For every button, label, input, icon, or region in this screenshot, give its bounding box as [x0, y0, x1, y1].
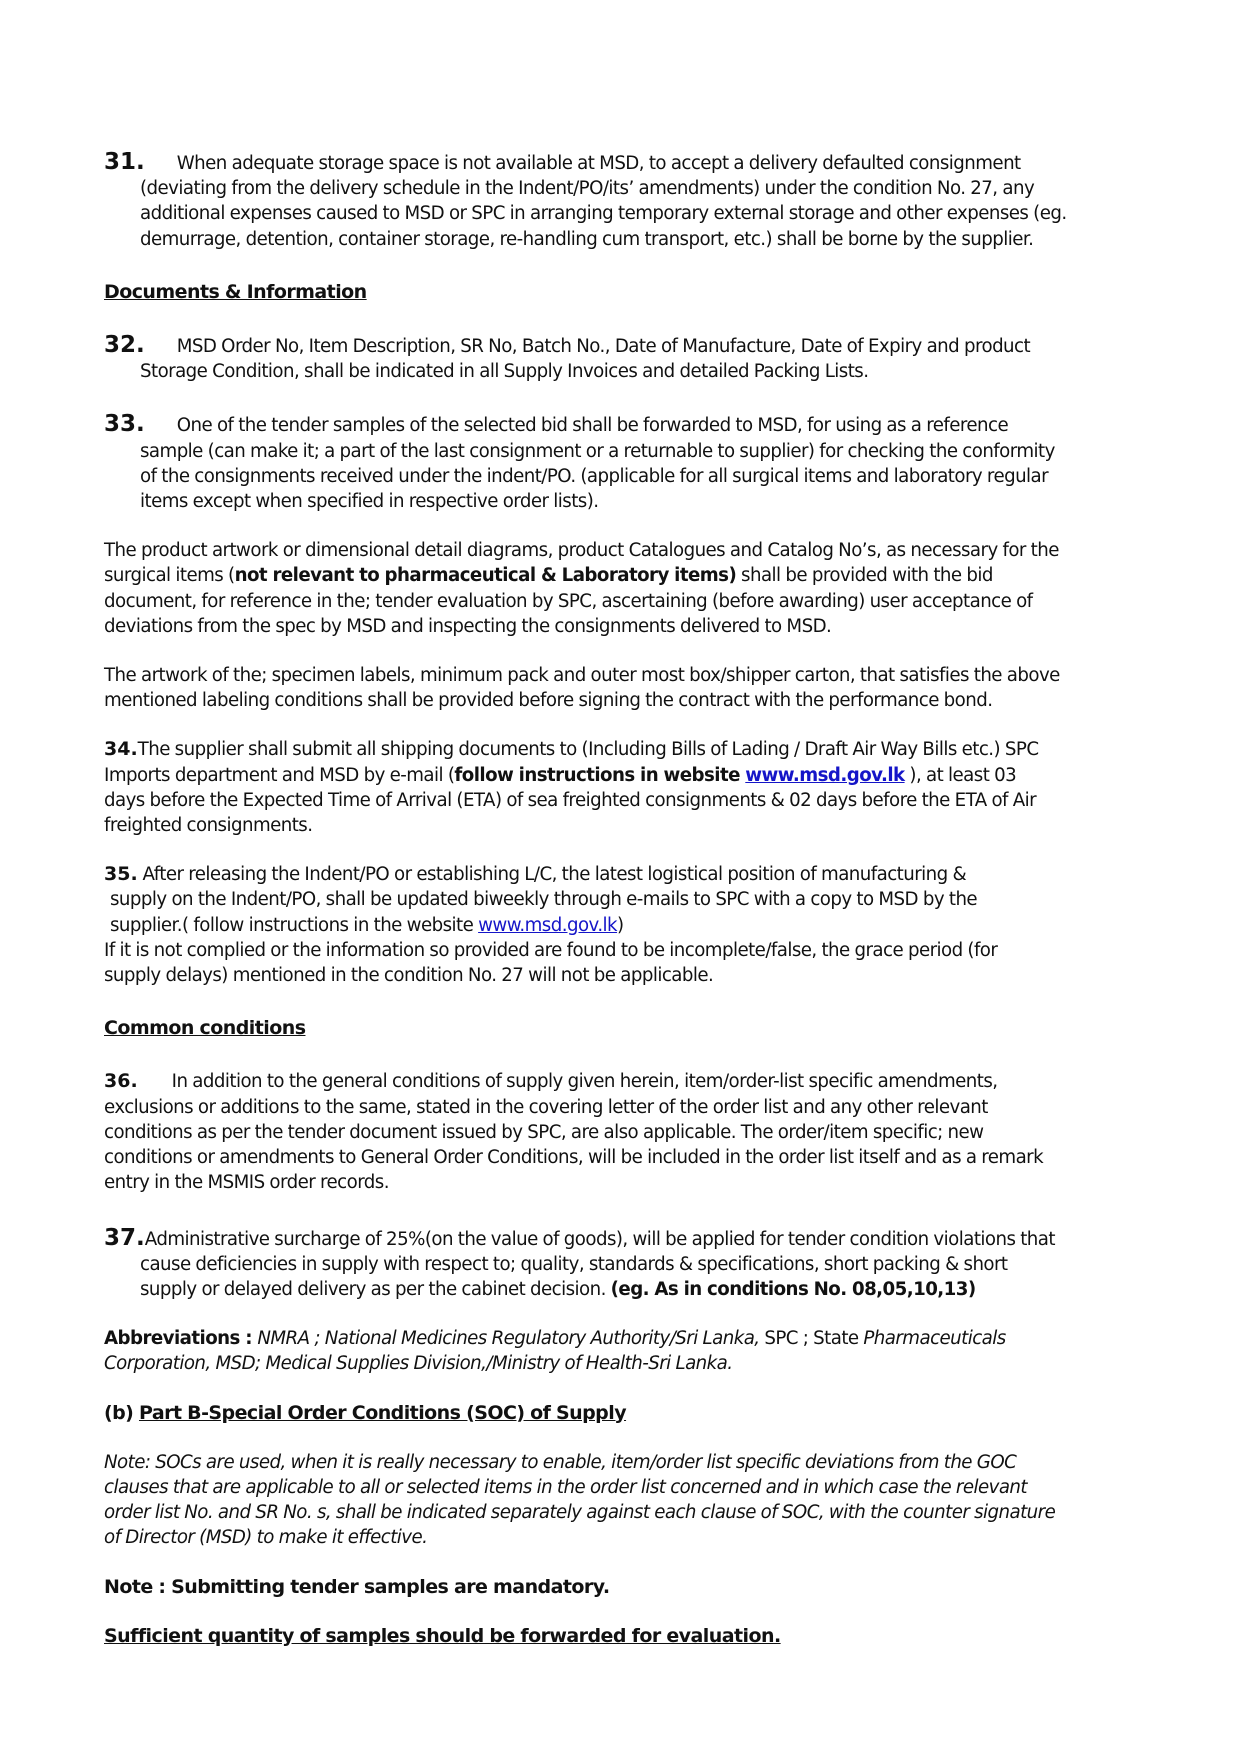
emphasis-text: (eg. As in conditions No. 08,05,10,13): [610, 1278, 976, 1300]
section-heading-documents: Documents & Information: [104, 280, 367, 303]
clause-text: conditions as per the tender document issued by SPC, are also applicable. The order/item specific; new: [104, 1121, 984, 1143]
clause-text: The supplier shall submit all shipping documents to (Including Bills of Lading / Draft Air Way Bills etc.) SPC: [137, 739, 1039, 761]
paragraph-text: surgical items (: [104, 565, 235, 587]
clause-35: [104, 862, 1144, 988]
clause-31: [104, 150, 1144, 252]
note-samples-mandatory: Note : Submitting tender samples are mandatory.: [104, 1575, 610, 1598]
note-text: clauses that are applicable to all or selected items in the order list concerned and in which case the relevant: [104, 1476, 1027, 1498]
clause-text: freighted consignments.: [104, 815, 313, 837]
clause-text: (deviating from the delivery schedule in the Indent/PO/its’ amendments) under the condition No. 27, any: [140, 178, 1035, 200]
clause-number: 37.: [104, 1224, 145, 1251]
clause-text: supply or delayed delivery as per the cabinet decision.: [140, 1278, 611, 1300]
part-b-title: Part B-Special Order Conditions (SOC) of Supply: [138, 1401, 627, 1424]
document-page: [104, 150, 1144, 1649]
clause-36: [104, 1069, 1144, 1195]
emphasis-text: follow instructions in website: [454, 764, 746, 786]
paragraph-text: The artwork of the; specimen labels, minimum pack and outer most box/shipper carton, that satisfies the above: [104, 665, 1060, 687]
clause-number: 35.: [104, 863, 138, 886]
clause-number: 32.: [104, 332, 145, 359]
paragraph-text: The product artwork or dimensional detail diagrams, product Catalogues and Catalog No’s, as necessary for the: [104, 540, 1059, 562]
abbreviations-label: Abbreviations :: [104, 1328, 258, 1350]
msd-website-link[interactable]: www.msd.gov.lk: [478, 914, 618, 936]
clause-34: [104, 737, 1144, 838]
clause-text: In addition to the general conditions of supply given herein, item/order-list specific amendments,: [171, 1071, 998, 1093]
clause-text: items except when specified in respective order lists).: [140, 491, 599, 513]
part-b-heading: [104, 1401, 1144, 1426]
clause-number: 34.: [104, 738, 138, 761]
clause-text: supply delays) mentioned in the condition No. 27 will not be applicable.: [104, 965, 714, 987]
clause-text: MSD Order No, Item Description, SR No, Batch No., Date of Manufacture, Date of Expiry and product: [176, 336, 1031, 358]
clause-text: supplier.( follow instructions in the website: [110, 914, 479, 936]
note-sufficient-samples: Sufficient quantity of samples should be forwarded for evaluation.: [104, 1624, 781, 1647]
clause-text: One of the tender samples of the selected bid shall be forwarded to MSD, for using as a reference: [176, 415, 1009, 437]
clause-text: cause deficiencies in supply with respect to; quality, standards & specifications, short packing & short: [140, 1253, 1008, 1275]
clause-text: After releasing the Indent/PO or establishing L/C, the latest logistical position of manufacturing &: [137, 864, 967, 886]
clause-text: Imports department and MSD by e-mail (: [104, 764, 455, 786]
paragraph-text: document, for reference in the; tender evaluation by SPC, ascertaining (before awarding) user acceptance of: [104, 590, 1033, 612]
msd-website-link[interactable]: www.msd.gov.lk: [745, 764, 905, 786]
soc-note: [104, 1450, 1144, 1551]
abbreviation-text: SPC ; State: [759, 1328, 864, 1350]
clause-text: supply on the Indent/PO, shall be updated biweekly through e-mails to SPC with a copy to MSD by the: [110, 889, 978, 911]
clause-text: Administrative surcharge of 25%(on the value of goods), will be applied for tender condition violations that: [144, 1228, 1055, 1250]
emphasis-text: not relevant to pharmaceutical & Laboratory items): [234, 565, 737, 587]
paragraph-text: shall be provided with the bid: [736, 565, 993, 587]
clause-text: If it is not complied or the information so provided are found to be incomplete/false, the grace period (for: [104, 939, 998, 961]
paragraph-artwork: [104, 538, 1144, 639]
clause-text: exclusions or additions to the same, stated in the covering letter of the order list and any other relevant: [104, 1096, 988, 1118]
abbreviation-text: Pharmaceuticals: [863, 1328, 1006, 1350]
clause-text: days before the Expected Time of Arrival (ETA) of sea freighted consignments & 02 days before the ETA of Air: [104, 789, 1037, 811]
part-b-prefix: (b): [104, 1401, 139, 1424]
clause-text: entry in the MSMIS order records.: [104, 1172, 389, 1194]
clause-32: [104, 333, 1144, 384]
clause-text: ): [617, 914, 624, 936]
clause-text: of the consignments received under the indent/PO. (applicable for all surgical items and laboratory regular: [140, 465, 1049, 487]
clause-text: additional expenses caused to MSD or SPC in arranging temporary external storage and other expenses (eg.: [140, 203, 1067, 225]
clause-number: 31.: [104, 149, 145, 175]
clause-text: ), at least 03: [904, 764, 1017, 786]
clause-37: [104, 1226, 1144, 1303]
abbreviation-text: NMRA ; National Medicines Regulatory Authority/Sri Lanka,: [257, 1328, 760, 1350]
note-text: order list No. and SR No. s, shall be indicated separately against each clause of SOC, with the counter signature: [104, 1502, 1056, 1524]
section-heading-common: Common conditions: [104, 1017, 306, 1040]
paragraph-text: mentioned labeling conditions shall be provided before signing the contract with the performance bond.: [104, 690, 993, 712]
clause-text: demurrage, detention, container storage, re-handling cum transport, etc.) shall be borne by the supplier.: [140, 228, 1034, 250]
abbreviation-text: Corporation, MSD; Medical Supplies Division,/Ministry of Health-Sri Lanka.: [104, 1353, 733, 1375]
note-text: Note: SOCs are used, when it is really necessary to enable, item/order list specific deviations from the GOC: [104, 1451, 1017, 1473]
abbreviations: [104, 1326, 1144, 1376]
clause-text: sample (can make it; a part of the last consignment or a returnable to supplier) for checking the conformity: [140, 440, 1055, 462]
paragraph-labels: [104, 663, 1144, 713]
clause-text: When adequate storage space is not available at MSD, to accept a delivery defaulted consignment: [176, 153, 1021, 174]
paragraph-text: deviations from the spec by MSD and inspecting the consignments delivered to MSD.: [104, 615, 832, 637]
clause-33: [104, 412, 1144, 514]
note-text: of Director (MSD) to make it effective.: [104, 1527, 428, 1549]
clause-text: conditions or amendments to General Order Conditions, will be included in the order list itself and as a remark: [104, 1147, 1044, 1169]
clause-text: Storage Condition, shall be indicated in all Supply Invoices and detailed Packing Lists.: [140, 361, 869, 383]
clause-number: 33.: [104, 411, 145, 438]
clause-number: 36.: [104, 1070, 138, 1093]
